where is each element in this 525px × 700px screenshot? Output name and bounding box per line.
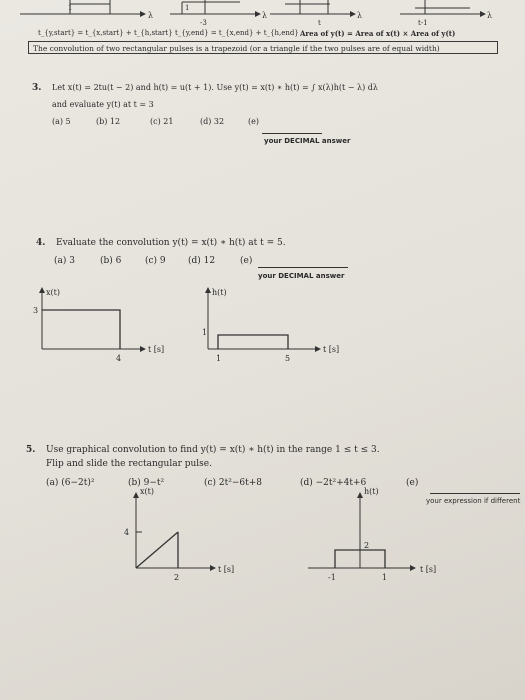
q3-answer-note: your DECIMAL answer [264,137,351,145]
q5-x-ramp [136,532,178,568]
q3-option-e[interactable]: (e) [248,117,259,126]
q4-prompt: Evaluate the convolution y(t) = x(t) ∗ h(t) at t = 5. [56,238,286,248]
q5-number: 5. [26,445,36,455]
q3-option-d[interactable]: (d) 32 [200,117,225,126]
q5-option-d[interactable]: (d) −2t²+4t+6 [300,478,367,488]
q4-option-d[interactable]: (d) 12 [188,256,216,266]
q5-option-c[interactable]: (c) 2t²−6t+8 [204,478,263,488]
q3-option-a[interactable]: (a) 5 [52,117,71,126]
q5-x-tick-4: 4 [124,528,130,537]
q4-x-axis-unit: t [s] [148,345,165,354]
q4-h-label: h(t) [212,288,227,297]
q4-h-tick-1: 1 [216,354,222,363]
q5-prompt-line1: Use graphical convolution to find y(t) = x(t) ∗ h(t) in the range 1 ≤ t ≤ 3. [46,445,380,455]
q5-answer-note: your expression if different [426,497,521,505]
end-time-formula: t_{y,end} = t_{x,end} + t_{h,end} [175,29,299,37]
q3-number: 3. [32,83,42,93]
q4-graphs [30,285,350,375]
q4-h-tick-1-vertical: 1 [202,328,208,337]
q4-h-tick-5: 5 [285,354,291,363]
q3-option-c[interactable]: (c) 21 [150,117,174,126]
lambda-1: λ [148,11,154,20]
q4-x-pulse [42,310,120,349]
q5-h-axis-unit: t [s] [420,565,437,574]
q5-prompt-line2: Flip and slide the rectangular pulse. [46,459,212,469]
convolution-summary-box: The convolution of two rectangular pulses is a trapezoid (or a triangle if the two pulses are of equal width) [28,41,498,54]
q5-x-label: x(t) [140,487,154,496]
q5-h-tick-1: 1 [382,573,388,582]
q5-x-axis-unit: t [s] [218,565,235,574]
lambda-4: λ [487,11,493,20]
q3-answer-blank[interactable] [262,133,322,134]
q5-h-tick-neg1: -1 [328,573,336,582]
area-formula: Area of y(t) = Area of x(t) × Area of y(t) [300,29,456,38]
tick-top-2: 1 [185,4,190,12]
q3-option-b[interactable]: (b) 12 [96,117,121,126]
lambda-3: λ [357,11,363,20]
q5-option-b[interactable]: (b) 9−t² [128,478,165,488]
q5-h-label: h(t) [364,487,379,496]
q5-h-tick-2: 2 [364,541,370,550]
q5-option-e[interactable]: (e) [406,478,419,488]
q4-answer-note: your DECIMAL answer [258,272,345,280]
q4-x-tick-3: 3 [33,306,39,315]
lambda-2: λ [262,11,268,20]
tick-top-3: -3 [200,19,207,27]
q5-graphs [120,480,520,595]
q4-number: 4. [36,238,46,248]
q4-option-c[interactable]: (c) 9 [145,256,166,266]
tick-top-4: t [318,19,321,27]
start-time-formula: t_{y,start} = t_{x,start} + t_{h,start} [38,29,173,37]
q3-prompt-line1: Let x(t) = 2tu(t − 2) and h(t) = u(t + 1). Use y(t) = x(t) ∗ h(t) = ∫ x(λ)h(t − λ) dλ [52,83,378,92]
q4-h-pulse [218,335,288,349]
q4-option-b[interactable]: (b) 6 [100,256,122,266]
q4-h-axis-unit: t [s] [323,345,340,354]
q4-option-e[interactable]: (e) [240,256,253,266]
tick-top-5: t-1 [418,19,428,27]
q5-option-a[interactable]: (a) (6−2t)² [46,478,95,488]
q4-x-label: x(t) [46,288,60,297]
q4-x-tick-4: 4 [116,354,122,363]
tick-top-1: 1 [68,4,73,12]
q5-x-tick-2: 2 [174,573,180,582]
q4-answer-blank[interactable] [258,267,348,268]
q3-prompt-line2: and evaluate y(t) at t = 3 [52,100,154,109]
q4-option-a[interactable]: (a) 3 [54,256,75,266]
